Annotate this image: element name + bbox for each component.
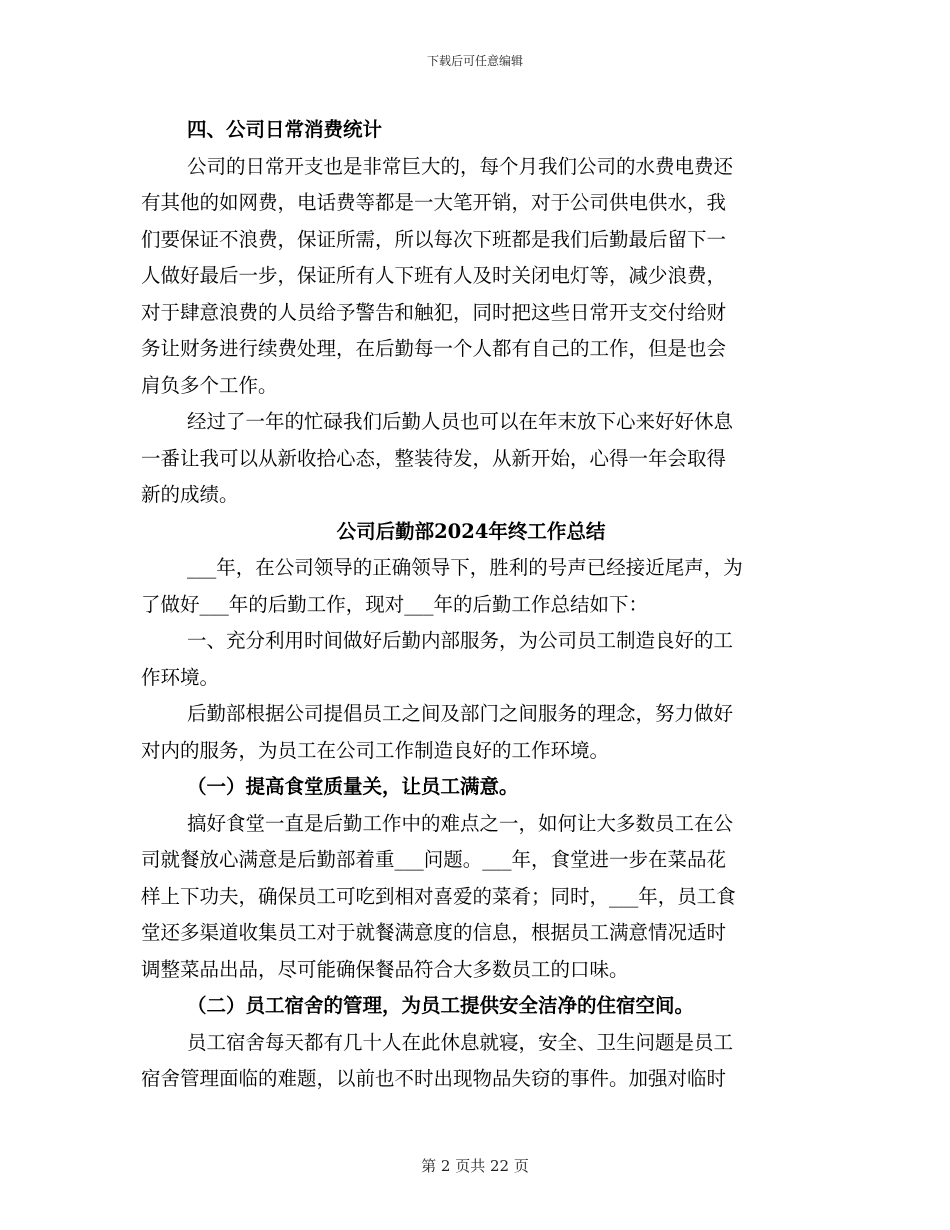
paragraph-line: 经过了一年的忙碌我们后勤人员也可以在年末放下心来好好休息 bbox=[187, 410, 734, 433]
paragraph-line: 新的成绩。 bbox=[141, 483, 239, 506]
paragraph-line: 对于肆意浪费的人员给予警告和触犯，同时把这些日常开支交付给财 bbox=[141, 300, 727, 324]
paragraph-line: 调整菜品出品，尽可能确保餐品符合大多数员工的口味。 bbox=[141, 957, 629, 981]
page-footer: 第 2 页共 22 页 bbox=[421, 1157, 529, 1175]
document-title: 公司后勤部2024年终工作总结 bbox=[336, 519, 606, 543]
paragraph-line: 有其他的如网费，电话费等都是一大笔开销，对于公司供电供水，我 bbox=[141, 191, 727, 214]
paragraph-line: 一番让我可以从新收拾心态，整装待发，从新开始，心得一年会取得 bbox=[141, 446, 727, 470]
paragraph-line: 人做好最后一步，保证所有人下班有人及时关闭电灯等，减少浪费， bbox=[141, 264, 727, 287]
paragraph-line: 了做好___年的后勤工作，现对___年的后勤工作总结如下： bbox=[141, 592, 649, 616]
paragraph-line: 一、充分利用时间做好后勤内部服务，为公司员工制造良好的工 bbox=[187, 629, 734, 652]
paragraph-line: 肩负多个工作。 bbox=[141, 373, 278, 397]
subsection-heading: （一）提高食堂质量关，让员工满意。 bbox=[187, 775, 519, 798]
document-body bbox=[141, 112, 801, 1098]
paragraph-line: 们要保证不浪费，保证所需，所以每次下班都是我们后勤最后留下一 bbox=[141, 227, 727, 251]
paragraph-line: 宿舍管理面临的难题，以前也不时出现物品失窃的事件。加强对临时 bbox=[141, 1067, 727, 1090]
paragraph-line: ___年，在公司领导的正确领导下，胜利的号声已经接近尾声，为 bbox=[187, 556, 743, 579]
paragraph-line: 搞好食堂一直是后勤工作中的难点之一，如何让大多数员工在公 bbox=[187, 811, 734, 835]
paragraph-line: 堂还多渠道收集员工对于就餐满意度的信息，根据员工满意情况适时 bbox=[141, 921, 727, 944]
paragraph-line: 司就餐放心满意是后勤部着重___问题。___年，食堂进一步在菜品花 bbox=[141, 848, 727, 871]
paragraph-line: 对内的服务，为员工在公司工作制造良好的工作环境。 bbox=[141, 738, 610, 762]
paragraph-line: 后勤部根据公司提倡员工之间及部门之间服务的理念，努力做好 bbox=[187, 702, 734, 725]
page-header: 下载后可任意编辑 bbox=[426, 54, 523, 68]
subsection-heading: （二）员工宿舍的管理，为员工提供安全洁净的住宿空间。 bbox=[187, 994, 695, 1017]
paragraph-line: 公司的日常开支也是非常巨大的，每个月我们公司的水费电费还 bbox=[187, 154, 734, 178]
paragraph-line: 员工宿舍每天都有几十人在此休息就寝，安全、卫生问题是员工 bbox=[187, 1030, 734, 1054]
section-heading: 四、公司日常消费统计 bbox=[187, 118, 383, 141]
paragraph-line: 务让财务进行续费处理，在后勤每一个人都有自己的工作，但是也会 bbox=[141, 337, 727, 360]
paragraph-line: 样上下功夫，确保员工可吃到相对喜爱的菜肴；同时，___年，员工食 bbox=[141, 884, 736, 908]
paragraph-line: 作环境。 bbox=[141, 665, 220, 689]
